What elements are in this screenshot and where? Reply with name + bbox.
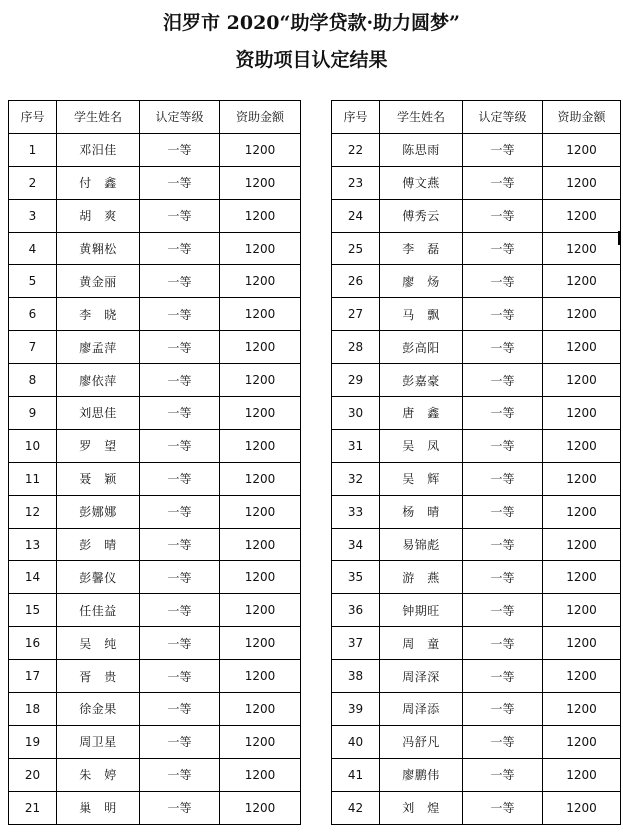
level-cell: 一等 — [140, 265, 220, 298]
amount-cell: 1200 — [220, 429, 301, 462]
amount-cell: 1200 — [543, 397, 621, 430]
serial-number-cell: 33 — [332, 495, 380, 528]
amount-cell: 1200 — [543, 725, 621, 758]
serial-number-cell: 13 — [9, 528, 57, 561]
table-row — [332, 265, 621, 298]
level-cell: 一等 — [140, 660, 220, 693]
table-row — [9, 429, 301, 462]
serial-number-cell: 25 — [332, 232, 380, 265]
student-name-cell: 彭高阳 — [380, 331, 463, 364]
student-name-cell: 聂 颖 — [57, 462, 140, 495]
serial-number-cell: 11 — [9, 462, 57, 495]
amount-cell: 1200 — [220, 199, 301, 232]
table-row — [9, 791, 301, 824]
student-name-cell: 傅秀云 — [380, 199, 463, 232]
level-cell: 一等 — [140, 133, 220, 166]
level-cell: 一等 — [463, 298, 543, 331]
amount-cell: 1200 — [543, 693, 621, 726]
student-name-cell: 刘思佳 — [57, 397, 140, 430]
serial-number-cell: 39 — [332, 693, 380, 726]
student-name-cell: 傅文燕 — [380, 166, 463, 199]
student-name-cell: 胥 贵 — [57, 660, 140, 693]
level-cell: 一等 — [463, 627, 543, 660]
amount-cell: 1200 — [543, 462, 621, 495]
amount-cell: 1200 — [543, 133, 621, 166]
column-header-serial-number: 序号 — [9, 101, 57, 134]
level-cell: 一等 — [140, 232, 220, 265]
serial-number-cell: 37 — [332, 627, 380, 660]
level-cell: 一等 — [463, 561, 543, 594]
amount-cell: 1200 — [220, 331, 301, 364]
amount-cell: 1200 — [543, 791, 621, 824]
level-cell: 一等 — [140, 495, 220, 528]
student-name-cell: 杨 晴 — [380, 495, 463, 528]
amount-cell: 1200 — [543, 166, 621, 199]
student-name-cell: 黄金丽 — [57, 265, 140, 298]
table-row — [332, 199, 621, 232]
level-cell: 一等 — [463, 429, 543, 462]
amount-cell: 1200 — [543, 429, 621, 462]
level-cell: 一等 — [140, 528, 220, 561]
level-cell: 一等 — [140, 462, 220, 495]
amount-cell: 1200 — [220, 758, 301, 791]
serial-number-cell: 10 — [9, 429, 57, 462]
student-name-cell: 李 磊 — [380, 232, 463, 265]
student-name-cell: 朱 婷 — [57, 758, 140, 791]
level-cell: 一等 — [463, 133, 543, 166]
level-cell: 一等 — [463, 693, 543, 726]
amount-cell: 1200 — [543, 232, 621, 265]
level-cell: 一等 — [140, 364, 220, 397]
table-row — [332, 758, 621, 791]
table-row — [332, 725, 621, 758]
table-row — [9, 133, 301, 166]
level-cell: 一等 — [463, 758, 543, 791]
student-name-cell: 彭馨仪 — [57, 561, 140, 594]
amount-cell: 1200 — [220, 462, 301, 495]
level-cell: 一等 — [463, 594, 543, 627]
table-row — [332, 429, 621, 462]
column-header-amount: 资助金额 — [220, 101, 301, 134]
serial-number-cell: 40 — [332, 725, 380, 758]
student-name-cell: 巢 明 — [57, 791, 140, 824]
serial-number-cell: 30 — [332, 397, 380, 430]
table-row — [9, 232, 301, 265]
amount-cell: 1200 — [220, 364, 301, 397]
level-cell: 一等 — [140, 791, 220, 824]
amount-cell: 1200 — [220, 627, 301, 660]
table-row — [332, 364, 621, 397]
table-row — [9, 495, 301, 528]
table-body — [332, 133, 621, 824]
student-name-cell: 冯舒凡 — [380, 725, 463, 758]
level-cell: 一等 — [463, 397, 543, 430]
serial-number-cell: 27 — [332, 298, 380, 331]
table-row — [332, 791, 621, 824]
amount-cell: 1200 — [220, 528, 301, 561]
column-header-student-name: 学生姓名 — [57, 101, 140, 134]
table-row — [9, 397, 301, 430]
table-row — [9, 627, 301, 660]
table-row — [9, 298, 301, 331]
amount-cell: 1200 — [543, 331, 621, 364]
student-name-cell: 徐金果 — [57, 693, 140, 726]
level-cell: 一等 — [140, 594, 220, 627]
student-name-cell: 廖依萍 — [57, 364, 140, 397]
table-row — [9, 331, 301, 364]
level-cell: 一等 — [463, 364, 543, 397]
student-name-cell: 吴 辉 — [380, 462, 463, 495]
serial-number-cell: 18 — [9, 693, 57, 726]
level-cell: 一等 — [463, 331, 543, 364]
serial-number-cell: 5 — [9, 265, 57, 298]
student-name-cell: 唐 鑫 — [380, 397, 463, 430]
amount-cell: 1200 — [543, 364, 621, 397]
amount-cell: 1200 — [220, 660, 301, 693]
table-row — [332, 660, 621, 693]
table-row — [332, 397, 621, 430]
student-name-cell: 黄翱松 — [57, 232, 140, 265]
serial-number-cell: 32 — [332, 462, 380, 495]
level-cell: 一等 — [140, 199, 220, 232]
table-row — [9, 660, 301, 693]
table-row — [332, 693, 621, 726]
serial-number-cell: 38 — [332, 660, 380, 693]
table-body — [9, 133, 301, 824]
table-row — [9, 758, 301, 791]
serial-number-cell: 42 — [332, 791, 380, 824]
level-cell: 一等 — [140, 166, 220, 199]
level-cell: 一等 — [463, 199, 543, 232]
level-cell: 一等 — [140, 725, 220, 758]
serial-number-cell: 31 — [332, 429, 380, 462]
amount-cell: 1200 — [220, 725, 301, 758]
level-cell: 一等 — [140, 298, 220, 331]
level-cell: 一等 — [140, 758, 220, 791]
level-cell: 一等 — [140, 429, 220, 462]
level-cell: 一等 — [463, 265, 543, 298]
table-row — [9, 199, 301, 232]
student-name-cell: 廖孟萍 — [57, 331, 140, 364]
serial-number-cell: 20 — [9, 758, 57, 791]
amount-cell: 1200 — [543, 758, 621, 791]
level-cell: 一等 — [140, 561, 220, 594]
serial-number-cell: 2 — [9, 166, 57, 199]
table-row — [9, 725, 301, 758]
student-name-cell: 李 晓 — [57, 298, 140, 331]
serial-number-cell: 3 — [9, 199, 57, 232]
student-name-cell: 吴 纯 — [57, 627, 140, 660]
amount-cell: 1200 — [543, 265, 621, 298]
student-name-cell: 吴 凤 — [380, 429, 463, 462]
column-header-level: 认定等级 — [140, 101, 220, 134]
level-cell: 一等 — [463, 232, 543, 265]
serial-number-cell: 26 — [332, 265, 380, 298]
serial-number-cell: 16 — [9, 627, 57, 660]
serial-number-cell: 28 — [332, 331, 380, 364]
serial-number-cell: 7 — [9, 331, 57, 364]
document-title: 汨罗市 2020“助学贷款·助力圆梦” — [163, 12, 460, 34]
amount-cell: 1200 — [220, 133, 301, 166]
student-name-cell: 刘 煌 — [380, 791, 463, 824]
serial-number-cell: 14 — [9, 561, 57, 594]
document-subtitle: 资助项目认定结果 — [235, 49, 388, 71]
serial-number-cell: 34 — [332, 528, 380, 561]
table-row — [9, 594, 301, 627]
level-cell: 一等 — [463, 166, 543, 199]
student-name-cell: 彭 晴 — [57, 528, 140, 561]
table-row — [332, 298, 621, 331]
column-header-amount: 资助金额 — [543, 101, 621, 134]
student-name-cell: 彭娜娜 — [57, 495, 140, 528]
amount-cell: 1200 — [543, 594, 621, 627]
level-cell: 一等 — [140, 627, 220, 660]
amount-cell: 1200 — [543, 627, 621, 660]
results-table-left — [8, 100, 301, 825]
table-row — [9, 462, 301, 495]
student-name-cell: 马 飘 — [380, 298, 463, 331]
table-row — [332, 133, 621, 166]
table-row — [332, 462, 621, 495]
student-name-cell: 廖 炀 — [380, 265, 463, 298]
level-cell: 一等 — [463, 725, 543, 758]
edge-mark — [618, 231, 620, 245]
student-name-cell: 易锦彪 — [380, 528, 463, 561]
student-name-cell: 付 鑫 — [57, 166, 140, 199]
serial-number-cell: 36 — [332, 594, 380, 627]
table-row — [9, 693, 301, 726]
serial-number-cell: 23 — [332, 166, 380, 199]
serial-number-cell: 4 — [9, 232, 57, 265]
serial-number-cell: 21 — [9, 791, 57, 824]
serial-number-cell: 24 — [332, 199, 380, 232]
amount-cell: 1200 — [220, 298, 301, 331]
table-header-row — [9, 101, 301, 134]
amount-cell: 1200 — [220, 561, 301, 594]
level-cell: 一等 — [463, 660, 543, 693]
student-name-cell: 钟期旺 — [380, 594, 463, 627]
amount-cell: 1200 — [220, 495, 301, 528]
table-row — [9, 561, 301, 594]
amount-cell: 1200 — [543, 660, 621, 693]
amount-cell: 1200 — [220, 397, 301, 430]
level-cell: 一等 — [140, 397, 220, 430]
student-name-cell: 周泽添 — [380, 693, 463, 726]
amount-cell: 1200 — [220, 232, 301, 265]
table-row — [332, 495, 621, 528]
student-name-cell: 任佳益 — [57, 594, 140, 627]
serial-number-cell: 8 — [9, 364, 57, 397]
student-name-cell: 邓汨佳 — [57, 133, 140, 166]
level-cell: 一等 — [463, 791, 543, 824]
student-name-cell: 廖鹏伟 — [380, 758, 463, 791]
column-header-student-name: 学生姓名 — [380, 101, 463, 134]
amount-cell: 1200 — [220, 791, 301, 824]
serial-number-cell: 1 — [9, 133, 57, 166]
level-cell: 一等 — [463, 528, 543, 561]
serial-number-cell: 15 — [9, 594, 57, 627]
table-row — [332, 232, 621, 265]
amount-cell: 1200 — [543, 298, 621, 331]
level-cell: 一等 — [140, 331, 220, 364]
amount-cell: 1200 — [220, 265, 301, 298]
amount-cell: 1200 — [543, 528, 621, 561]
student-name-cell: 周 童 — [380, 627, 463, 660]
student-name-cell: 胡 爽 — [57, 199, 140, 232]
table-row — [9, 364, 301, 397]
table-row — [332, 594, 621, 627]
serial-number-cell: 6 — [9, 298, 57, 331]
serial-number-cell: 19 — [9, 725, 57, 758]
amount-cell: 1200 — [543, 561, 621, 594]
amount-cell: 1200 — [543, 199, 621, 232]
student-name-cell: 周卫星 — [57, 725, 140, 758]
amount-cell: 1200 — [220, 693, 301, 726]
table-row — [9, 265, 301, 298]
serial-number-cell: 29 — [332, 364, 380, 397]
level-cell: 一等 — [140, 693, 220, 726]
level-cell: 一等 — [463, 462, 543, 495]
serial-number-cell: 35 — [332, 561, 380, 594]
table-header-row — [332, 101, 621, 134]
table-row — [9, 528, 301, 561]
column-header-serial-number: 序号 — [332, 101, 380, 134]
student-name-cell: 周泽深 — [380, 660, 463, 693]
table-row — [332, 627, 621, 660]
amount-cell: 1200 — [220, 594, 301, 627]
table-row — [332, 331, 621, 364]
column-header-level: 认定等级 — [463, 101, 543, 134]
table-row — [332, 561, 621, 594]
table-row — [332, 528, 621, 561]
student-name-cell: 陈思雨 — [380, 133, 463, 166]
serial-number-cell: 9 — [9, 397, 57, 430]
student-name-cell: 彭嘉豪 — [380, 364, 463, 397]
serial-number-cell: 12 — [9, 495, 57, 528]
amount-cell: 1200 — [543, 495, 621, 528]
student-name-cell: 游 燕 — [380, 561, 463, 594]
level-cell: 一等 — [463, 495, 543, 528]
student-name-cell: 罗 望 — [57, 429, 140, 462]
results-table-right — [331, 100, 621, 825]
serial-number-cell: 17 — [9, 660, 57, 693]
table-row — [332, 166, 621, 199]
serial-number-cell: 22 — [332, 133, 380, 166]
table-row — [9, 166, 301, 199]
serial-number-cell: 41 — [332, 758, 380, 791]
amount-cell: 1200 — [220, 166, 301, 199]
